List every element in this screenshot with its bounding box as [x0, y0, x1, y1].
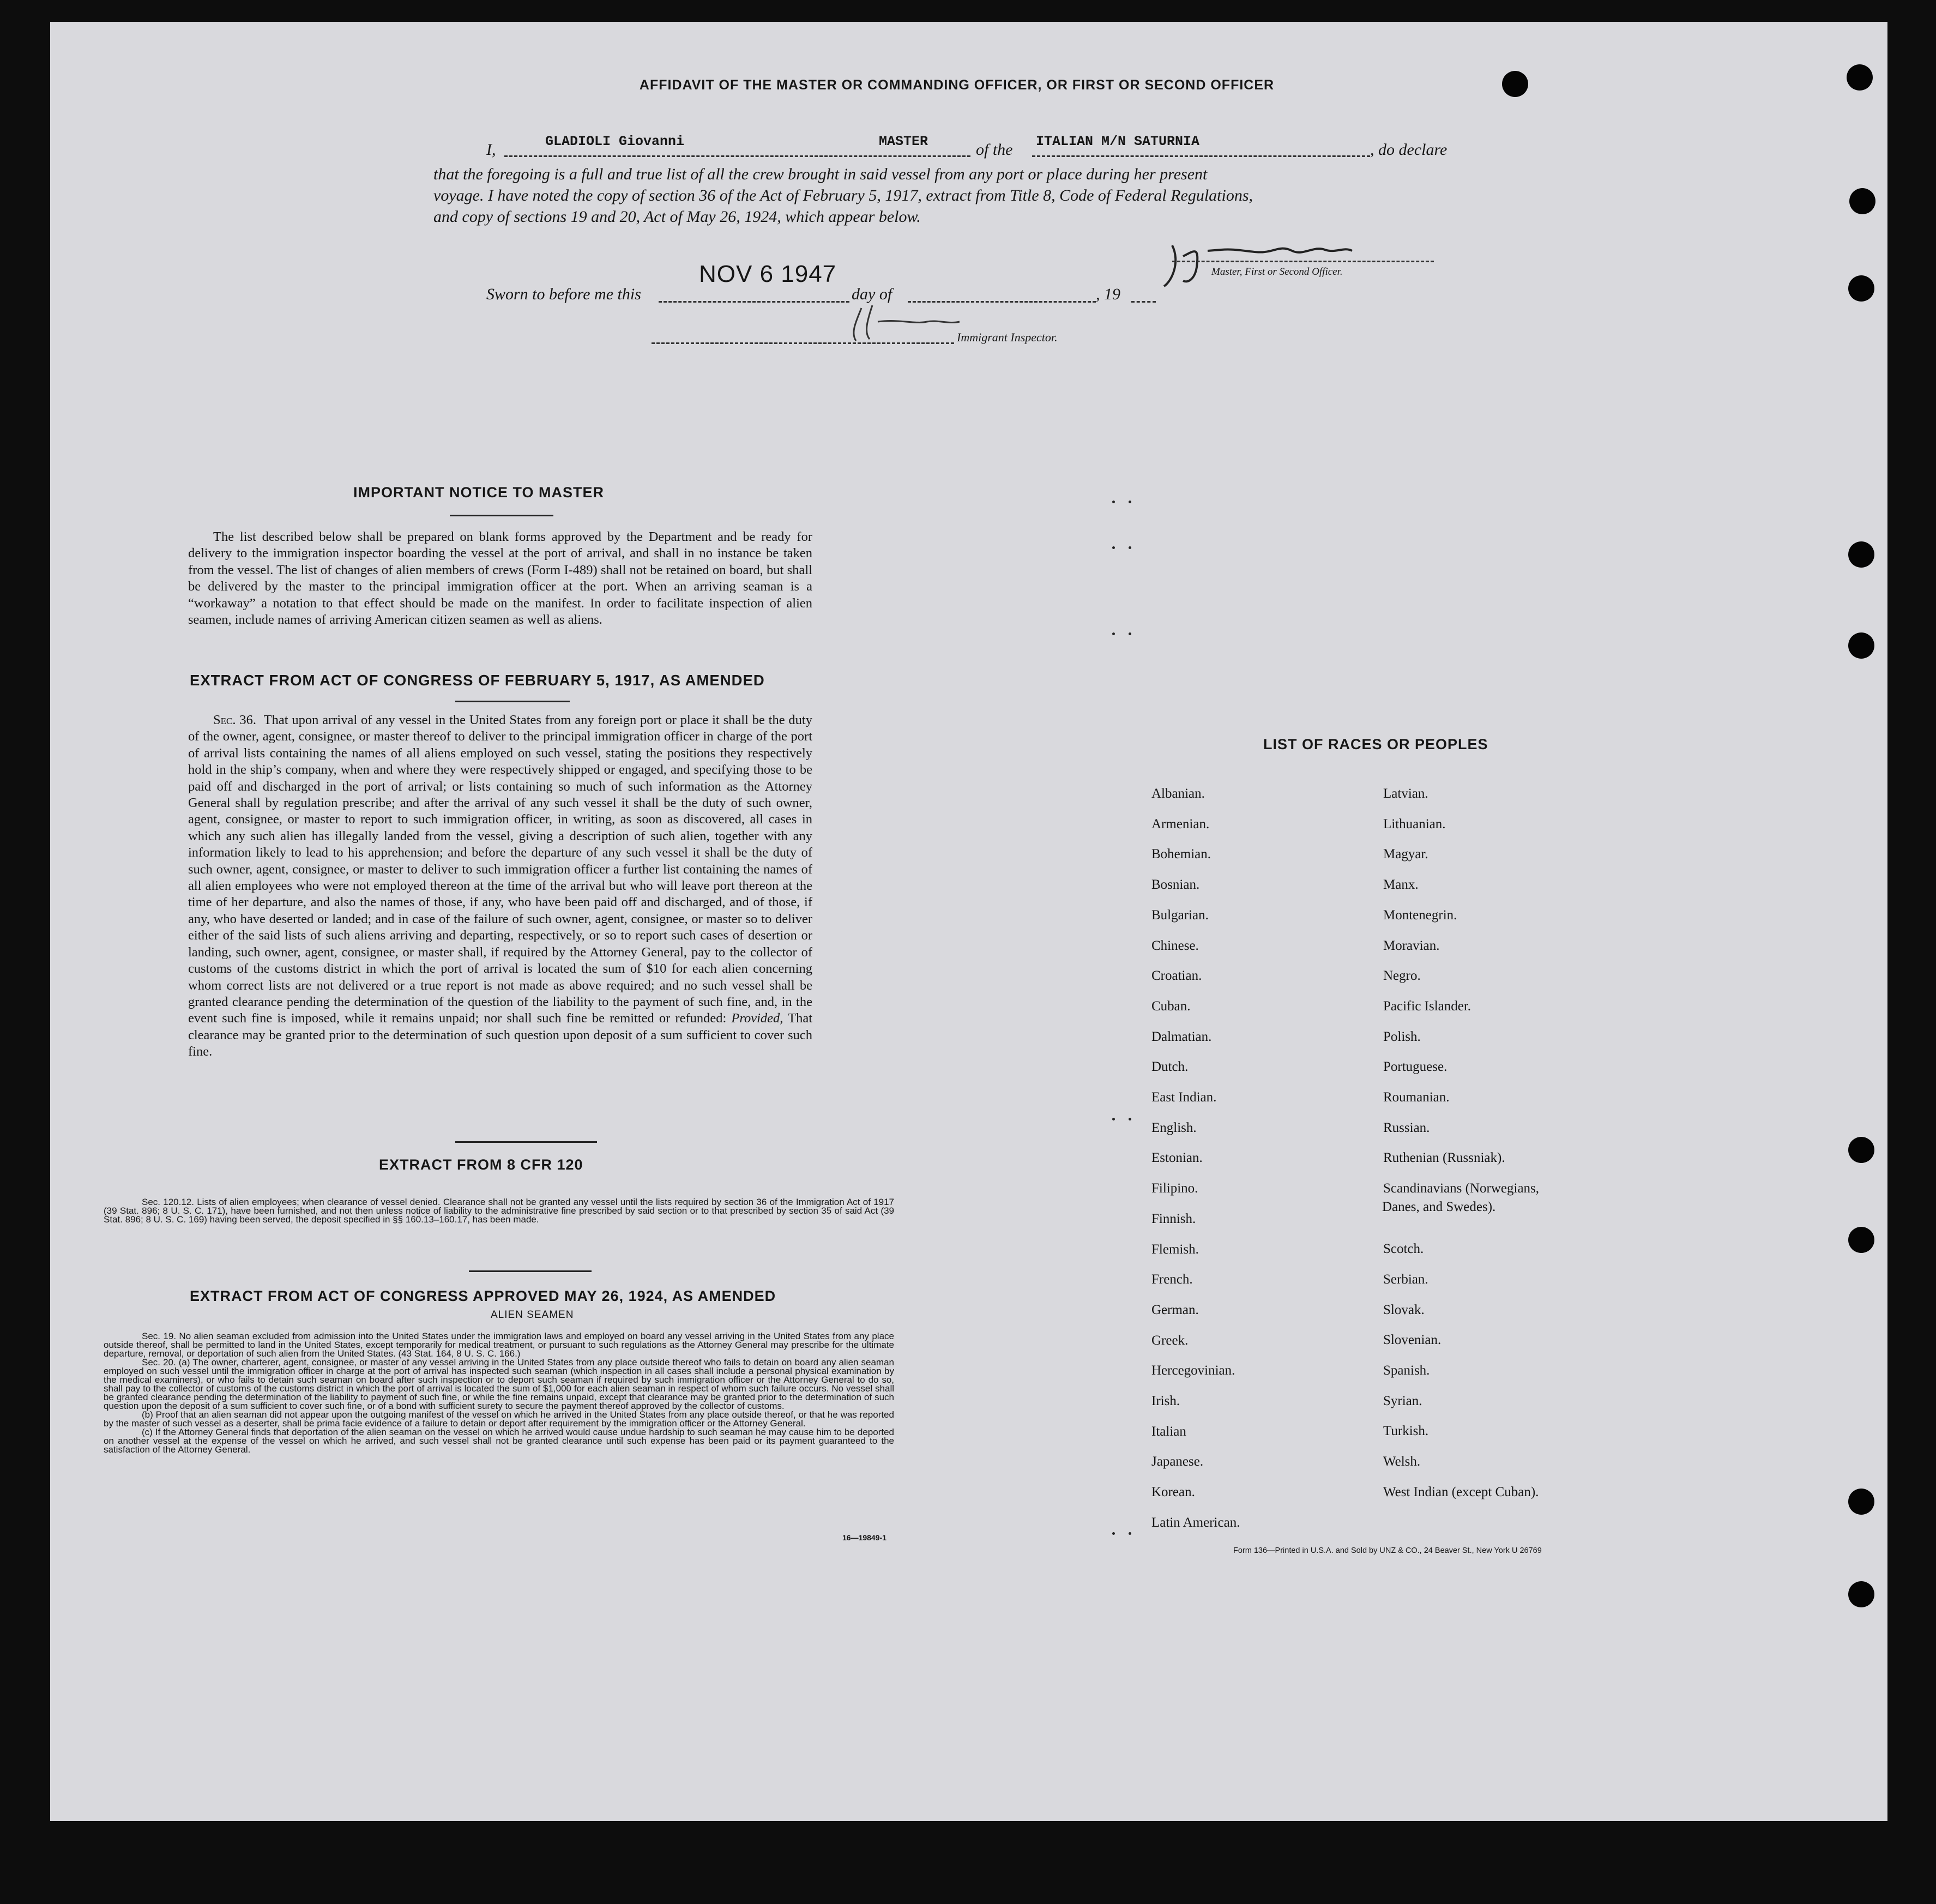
extract-1917-divider [455, 701, 570, 702]
race-left-14: Finnish. [1151, 1211, 1196, 1226]
name-rank-line [504, 155, 970, 157]
speck [1129, 1118, 1131, 1120]
section-36-label: Sec. 36. [213, 713, 256, 727]
race-left-23: Korean. [1151, 1485, 1195, 1500]
race-right-3: Manx. [1383, 877, 1419, 893]
alien-seamen-subtitle: ALIEN SEAMEN [491, 1309, 574, 1321]
race-left-7: Cuban. [1151, 998, 1191, 1014]
speck [1112, 501, 1115, 503]
punch-hole [1848, 632, 1874, 659]
punch-hole [1848, 1489, 1874, 1515]
race-right-16: Slovak. [1383, 1302, 1425, 1317]
section-36-end: That clearance may be granted prior to the determination of such question upon deposit of a sum sufficient to cover such fine. [188, 1011, 813, 1059]
punch-hole [1848, 1137, 1874, 1163]
race-left-1: Armenian. [1151, 816, 1210, 832]
punch-hole [1847, 64, 1873, 91]
race-right-4: Montenegrin. [1383, 907, 1457, 923]
speck [1112, 1118, 1115, 1120]
race-right-6: Negro. [1383, 968, 1421, 984]
speck [1129, 501, 1131, 503]
race-left-11: English. [1151, 1120, 1197, 1135]
race-left-16: French. [1151, 1272, 1193, 1287]
race-right-12: Ruthenian (Russniak). [1383, 1150, 1505, 1166]
race-right-7: Pacific Islander. [1383, 998, 1471, 1014]
extract-1924-top-divider [469, 1270, 592, 1272]
race-right-0: Latvian. [1383, 786, 1428, 801]
sworn-date-line [659, 301, 849, 303]
race-right-17: Slovenian. [1383, 1333, 1442, 1348]
race-right-1: Lithuanian. [1383, 816, 1446, 832]
race-left-22: Japanese. [1151, 1454, 1204, 1469]
speck [1129, 546, 1131, 549]
race-left-17: German. [1151, 1302, 1199, 1317]
inspector-signature [840, 300, 970, 349]
race-left-24: Latin American. [1151, 1515, 1240, 1530]
race-left-10: East Indian. [1151, 1090, 1217, 1105]
master-signature-line [1172, 261, 1434, 262]
declaration-prefix: I, [486, 141, 496, 159]
speck [1129, 632, 1131, 635]
section-19-text: Sec. 19. No alien seaman excluded from admission into the United States under the immigration laws and employed on board any vessel arriving in the United States from any place outside thereof, shall be permitted to land in the United States, except temporarily for medical treatment, or pursuant to such regulations as the Attorney General may prescribe for the ultimate departure, removal, or deportation of such alien from the United States. (43 Stat. 164, 8 U. S. C. 166.) [104, 1331, 894, 1359]
declaration-line-3: voyage. I have noted the copy of section 36 of the Act of February 5, 1917, extract from Title 8, Code of Federal Regulations, [433, 186, 1253, 204]
race-left-2: Bohemian. [1151, 847, 1211, 862]
race-left-13: Filipino. [1151, 1181, 1198, 1196]
race-left-9: Dutch. [1151, 1059, 1189, 1075]
race-left-21: Italian [1151, 1424, 1186, 1439]
provided-word: Provided, [731, 1011, 783, 1026]
notice-divider [450, 515, 553, 516]
vessel-name: ITALIAN M/N SATURNIA [1036, 134, 1200, 149]
race-right-8: Polish. [1383, 1029, 1421, 1044]
race-left-5: Chinese. [1151, 938, 1199, 953]
extract-1917-text [188, 712, 812, 1061]
race-right-20: Turkish. [1383, 1424, 1429, 1439]
extract-1924-title: EXTRACT FROM ACT OF CONGRESS APPROVED MAY 26, 1924, AS AMENDED [190, 1288, 776, 1304]
notice-text [188, 529, 812, 628]
race-right-21: Welsh. [1383, 1454, 1421, 1469]
extract-1917-title: EXTRACT FROM ACT OF CONGRESS OF FEBRUARY 5, 1917, AS AMENDED [190, 672, 765, 689]
punch-hole [1848, 1581, 1874, 1607]
race-left-8: Dalmatian. [1151, 1029, 1212, 1044]
race-right-22: West Indian (except Cuban). [1383, 1484, 1539, 1499]
race-left-20: Irish. [1151, 1394, 1180, 1408]
notice-paragraph: The list described below shall be prepared on blank forms approved by the Department and be ready for delivery to the immigration inspector boarding the vessel at the port of arrival, and shall in no instance be taken from the vessel. The list of changes of alien members of crews (Form I-489) shall not be retained on board, but shall be delivered by the master to the principal immigration officer at the port. When an arriving seaman is a “workaway” a notation to that effect should be made on the manifest. In order to facilitate inspection of alien seamen, include names of arriving American citizen seamen as well as aliens. [188, 529, 812, 628]
form-imprint: Form 136—Printed in U.S.A. and Sold by UNZ & CO., 24 Beaver St., New York U 26769 [1233, 1546, 1542, 1555]
day-of-label: day of [852, 285, 892, 303]
year-line [1131, 301, 1156, 303]
punch-hole [1848, 1227, 1874, 1253]
speck [1129, 1532, 1131, 1535]
punch-hole [1848, 541, 1874, 568]
officer-caption: Master, First or Second Officer. [1211, 266, 1343, 278]
speck [1112, 632, 1115, 635]
do-declare-label: , do declare [1370, 141, 1448, 159]
affidavit-title: AFFIDAVIT OF THE MASTER OR COMMANDING OFFICER, OR FIRST OR SECOND OFFICER [639, 77, 1275, 93]
punch-hole [1849, 188, 1875, 214]
section-20a-text: Sec. 20. (a) The owner, charterer, agent, consignee, or master of any vessel arriving in the United States from any place outside thereof who fails to detain on board any alien seaman employed on such vessel until the immigration officer in charge at the port of arrival has inspected such seaman (which inspection in all cases shall include a personal physical examination by the medical examiners), or who fails to detain such seaman on board after such inspection or to deport such seaman if required by such immigration officer or the Attorney General to do so, shall pay to the collector of customs of the customs district in which the port of arrival is located the sum of $1,000 for each alien seaman in respect of whom such failure occurs. No vessel shall be granted clearance pending the determination of the liability to payment of such fine, or while the fine remains unpaid, except that clearance may be granted prior to the determination of such question upon the deposit of a sum sufficient to cover such fine, or of a bond with sufficient surety to secure the payment thereof approved by the collector of customs. [104, 1357, 894, 1411]
race-right-2: Magyar. [1383, 847, 1428, 862]
races-title: LIST OF RACES OR PEOPLES [1263, 736, 1488, 752]
inspector-signature-line [652, 342, 954, 344]
year-prefix: , 19 [1096, 285, 1120, 303]
section-20b-text: (b) Proof that an alien seaman did not appear upon the outgoing manifest of the vessel on which he arrived in the United States from any place outside thereof, or that he was reported by the master of such vessel as a deserter, shall be prima facie evidence of a failure to detain or deport after requirement by the immigration officer or the Attorney General. [104, 1409, 894, 1429]
race-right-15: Serbian. [1383, 1272, 1428, 1287]
race-right-19: Syrian. [1383, 1393, 1422, 1408]
race-scandinavian-continuation: Danes, and Swedes). [1382, 1200, 1496, 1214]
form-code: 16—19849-1 [842, 1533, 886, 1542]
race-right-18: Spanish. [1383, 1363, 1430, 1378]
speck [1112, 546, 1115, 549]
vessel-line [1032, 155, 1370, 157]
notice-title: IMPORTANT NOTICE TO MASTER [353, 484, 604, 501]
race-right-14: Scotch. [1383, 1242, 1424, 1257]
cfr-title: EXTRACT FROM 8 CFR 120 [379, 1156, 583, 1173]
speck [1112, 1532, 1115, 1535]
race-right-10: Roumanian. [1383, 1090, 1450, 1105]
sworn-label: Sworn to before me this [486, 285, 641, 303]
race-right-11: Russian. [1383, 1120, 1430, 1135]
race-left-15: Flemish. [1151, 1242, 1199, 1257]
race-left-4: Bulgarian. [1151, 907, 1209, 923]
race-right-13: Scandinavians (Norwegians, [1383, 1181, 1540, 1196]
race-left-3: Bosnian. [1151, 877, 1200, 893]
cfr-top-divider [455, 1141, 597, 1143]
date-stamp: NOV 6 1947 [699, 261, 837, 287]
section-36-body: That upon arrival of any vessel in the United States from any foreign port or place it shall be the duty of the owner, agent, consignee, or master thereof to deliver to the principal immigration officer in charge of the port of arrival lists containing the names of all aliens employed on such vessel, stating the positions they respectively hold in the ship’s company, when and where they were respectively shipped or engaged, and specifying those to be paid off and discharged in the port of arrival; or lists containing so much of such information as the Attorney General shall by regulation prescribe; and after the arrival of any such vessel it shall be the duty of such owner, agent, consignee, or master to report to such immigration officer, in writing, as soon as discovered, all cases in which any such alien has illegally landed from the vessel, giving a description of such alien, together with any information likely to lead to his apprehension; and before the departure of any such vessel it shall be the duty of such owner, agent, consignee, or master to deliver to such immigration officer a further list containing the names of all alien employees who were not employed thereon at the time of the arrival but who will leave port thereon at the time of her departure, and also the names of those, if any, who have been paid off and discharged, and of those, if any, who have deserted or landed; and in case of the failure of such owner, agent, consignee, or master so to deliver either of the said lists of such aliens arriving and departing, respectively, or so to report such cases of desertion or landing, such owner, agent, consignee, or master shall, if required by the Attorney General, pay to the collector of customs of the customs district in which the port of arrival is located the sum of $10 for each alien concerning whom correct lists are not delivered or a true report is not made as above required; and no such vessel shall be granted clearance pending the determination of the question of the liability to the payment of such fine, and, in the event such fine is imposed, while it remains unpaid; nor shall such fine be remitted or refunded: [188, 713, 812, 1026]
race-left-18: Greek. [1151, 1333, 1189, 1348]
punch-hole [1848, 275, 1874, 302]
inspector-caption: Immigrant Inspector. [957, 330, 1058, 344]
section-20c-text: (c) If the Attorney General finds that deportation of the alien seaman on the vessel on which he arrived would cause undue hardship to such seaman he may cause him to be deported on another vessel at the expense of the vessel on which he arrived, and such vessel shall not be granted clearance until such expense has been paid or its payment guaranteed to the satisfaction of the Attorney General. [104, 1427, 894, 1455]
race-left-19: Hercegovinian. [1151, 1363, 1235, 1378]
declaration-line-4: and copy of sections 19 and 20, Act of May 26, 1924, which appear below. [433, 208, 921, 226]
race-left-0: Albanian. [1151, 786, 1205, 801]
race-left-12: Estonian. [1151, 1150, 1203, 1166]
extract-1924-text [104, 1332, 894, 1454]
master-name: GLADIOLI Giovanni [545, 134, 685, 149]
of-the-label: of the [976, 141, 1013, 159]
punch-hole [1502, 71, 1528, 97]
cfr-text: Sec. 120.12. Lists of alien employees; when clearance of vessel denied. Clearance shall not be granted any vessel until the lists required by section 36 of the Immigration Act of 1917 (39 Stat. 896; 8 U. S. C. 171), have been furnished, and not then unless notice of liability to the administrative fine prescribed by said section or to that prescribed by section 35 of said Act (39 Stat. 896; 8 U. S. C. 169) having been served, the deposit specified in §§ 160.13–160.17, has been made. [104, 1197, 894, 1225]
race-right-9: Portuguese. [1383, 1059, 1448, 1075]
officer-rank: MASTER [879, 134, 928, 149]
race-right-5: Moravian. [1383, 938, 1440, 953]
master-signature [1156, 234, 1407, 294]
race-left-6: Croatian. [1151, 968, 1202, 984]
declaration-line-2: that the foregoing is a full and true list of all the crew brought in said vessel from any port or place during her present [433, 165, 1208, 183]
